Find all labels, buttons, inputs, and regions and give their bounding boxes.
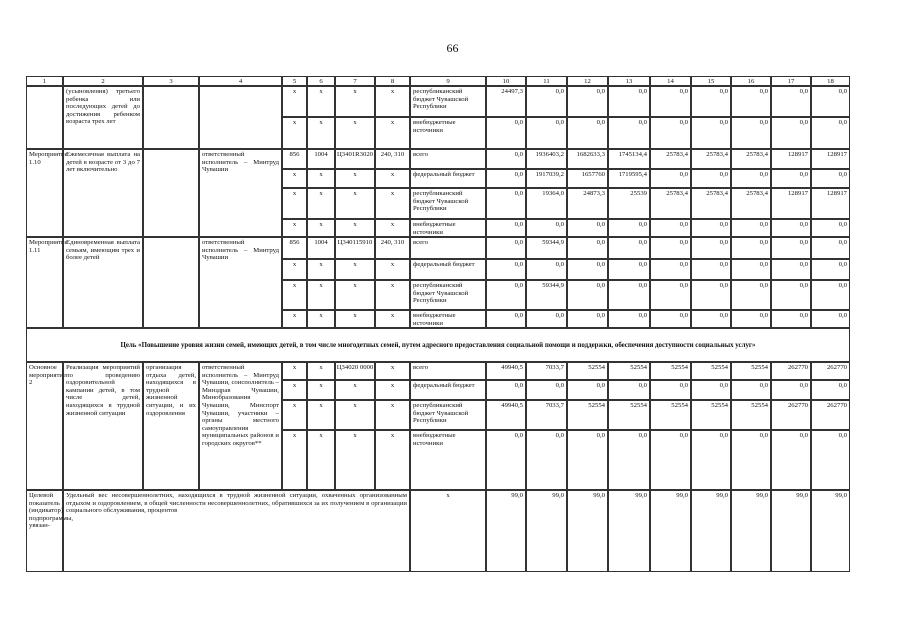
target-indicator-text: Удельный вес несовершеннолетних, находящихся в трудной жизненной ситуации, охваченных организованным отдыхом и оздоровлением, в общей численности несовершеннолетних, обратившихся за их получением в организации социального обслуживания, процентов — [63, 490, 410, 572]
funding-source: республиканский бюджет Чувашской Республики — [410, 280, 486, 310]
funding-source: республиканский бюджет Чувашской Республики — [410, 400, 486, 430]
section-code: x — [307, 430, 335, 490]
event-name-cell: Ежемесячная выплата на детей в возрасте от 3 до 7 лет включительно — [63, 149, 143, 237]
year-amount: 0,0 — [486, 117, 526, 149]
expense-type-code: x — [375, 259, 410, 280]
expense-type-code: x — [375, 169, 410, 188]
target-indicator-value: 99,0 — [811, 490, 850, 572]
year-amount: 0,0 — [608, 219, 650, 237]
target-article-code: Ц34020 0000 — [335, 362, 375, 380]
funding-source: внебюджетные источники — [410, 117, 486, 149]
year-amount: 0,0 — [811, 380, 850, 400]
year-amount: 0,0 — [526, 259, 567, 280]
year-amount: 0,0 — [486, 280, 526, 310]
year-amount: 49940,5 — [486, 400, 526, 430]
year-amount: 0,0 — [731, 169, 771, 188]
year-amount: 0,0 — [567, 259, 608, 280]
year-amount: 0,0 — [691, 219, 731, 237]
expense-type-code: x — [375, 280, 410, 310]
year-amount: 7033,7 — [526, 362, 567, 380]
target-indicator-value: 99,0 — [691, 490, 731, 572]
year-amount: 0,0 — [486, 380, 526, 400]
expense-type-code: x — [375, 188, 410, 219]
year-amount: 1936403,2 — [526, 149, 567, 169]
target-indicator-value: 99,0 — [608, 490, 650, 572]
year-amount: 0,0 — [608, 117, 650, 149]
year-amount: 262770 — [811, 362, 850, 380]
target-indicator-label: Целевой показатель (индикатор) подпрограммы, увязан- — [26, 490, 63, 572]
year-amount: 128917 — [771, 188, 811, 219]
year-amount: 128917 — [811, 149, 850, 169]
task-cell — [143, 149, 199, 237]
event-name-cell: Реализация мероприятий по проведению оздоровительной кампании детей, в том числе детей, находящихся в трудной жизненной ситуации — [63, 362, 143, 490]
year-amount: 0,0 — [691, 117, 731, 149]
funding-source: внебюджетные источники — [410, 310, 486, 328]
year-amount: 0,0 — [691, 237, 731, 259]
column-header-14: 14 — [650, 76, 691, 86]
year-amount: 0,0 — [731, 237, 771, 259]
column-header-5: 5 — [282, 76, 307, 86]
column-header-15: 15 — [691, 76, 731, 86]
grbs-code: x — [282, 188, 307, 219]
target-article-code: x — [335, 430, 375, 490]
year-amount: 52554 — [608, 362, 650, 380]
year-amount: 0,0 — [811, 169, 850, 188]
year-amount: 0,0 — [650, 117, 691, 149]
year-amount: 0,0 — [650, 380, 691, 400]
year-amount: 0,0 — [526, 380, 567, 400]
year-amount: 0,0 — [567, 310, 608, 328]
task-cell — [143, 86, 199, 149]
column-header-3: 3 — [143, 76, 199, 86]
expense-type-code: 240, 310 — [375, 237, 410, 259]
responsible-cell: ответственный исполнитель – Минтруд Чувашии — [199, 149, 282, 237]
column-header-4: 4 — [199, 76, 282, 86]
year-amount: 0,0 — [731, 280, 771, 310]
section-code: x — [307, 86, 335, 117]
year-amount: 59344,9 — [526, 237, 567, 259]
goal-heading: Цель «Повышение уровня жизни семей, имеющих детей, в том числе многодетных семей, путем адресного предоставления социальной помощи и поддержки, обеспечения доступности социальных услуг» — [26, 328, 850, 362]
grbs-code: x — [282, 169, 307, 188]
year-amount: 262770 — [771, 362, 811, 380]
section-code: x — [307, 280, 335, 310]
year-amount: 0,0 — [526, 117, 567, 149]
grbs-code: x — [282, 362, 307, 380]
grbs-code: 856 — [282, 149, 307, 169]
target-article-code: x — [335, 259, 375, 280]
year-amount: 0,0 — [567, 380, 608, 400]
task-cell: организация отдыха детей, находящихся в трудной жизненной ситуации, и их оздоровления — [143, 362, 199, 490]
year-amount: 0,0 — [486, 430, 526, 490]
year-amount: 24873,3 — [567, 188, 608, 219]
target-article-code: x — [335, 86, 375, 117]
funding-source: внебюджетные источники — [410, 219, 486, 237]
year-amount: 0,0 — [486, 310, 526, 328]
year-amount: 0,0 — [771, 259, 811, 280]
row-type-cell — [26, 86, 63, 149]
year-amount: 0,0 — [650, 430, 691, 490]
year-amount: 0,0 — [486, 188, 526, 219]
year-amount: 52554 — [650, 400, 691, 430]
year-amount: 7033,7 — [526, 400, 567, 430]
section-code: 1004 — [307, 237, 335, 259]
column-header-7: 7 — [335, 76, 375, 86]
year-amount: 0,0 — [731, 380, 771, 400]
funding-source: федеральный бюджет — [410, 259, 486, 280]
year-amount: 0,0 — [731, 86, 771, 117]
year-amount: 52554 — [567, 362, 608, 380]
year-amount: 0,0 — [608, 380, 650, 400]
year-amount: 25539 — [608, 188, 650, 219]
year-amount: 0,0 — [526, 310, 567, 328]
year-amount: 0,0 — [811, 310, 850, 328]
year-amount: 24497,3 — [486, 86, 526, 117]
year-amount: 0,0 — [526, 219, 567, 237]
year-amount: 0,0 — [771, 310, 811, 328]
year-amount: 0,0 — [771, 430, 811, 490]
year-amount: 128917 — [811, 188, 850, 219]
year-amount: 0,0 — [811, 219, 850, 237]
section-code: x — [307, 259, 335, 280]
year-amount: 0,0 — [526, 430, 567, 490]
column-header-13: 13 — [608, 76, 650, 86]
year-amount: 0,0 — [486, 169, 526, 188]
target-indicator-value: 99,0 — [567, 490, 608, 572]
expense-type-code: x — [375, 430, 410, 490]
task-cell — [143, 237, 199, 328]
column-header-1: 1 — [26, 76, 63, 86]
year-amount: 0,0 — [486, 237, 526, 259]
year-amount: 52554 — [731, 362, 771, 380]
year-amount: 0,0 — [771, 219, 811, 237]
year-amount: 25783,4 — [731, 188, 771, 219]
year-amount: 52554 — [691, 400, 731, 430]
grbs-code: x — [282, 430, 307, 490]
grbs-code: x — [282, 400, 307, 430]
target-indicator-source: x — [410, 490, 486, 572]
section-code: x — [307, 310, 335, 328]
year-amount: 19364,0 — [526, 188, 567, 219]
expense-type-code: x — [375, 86, 410, 117]
year-amount: 0,0 — [650, 169, 691, 188]
target-indicator-value: 99,0 — [771, 490, 811, 572]
year-amount: 0,0 — [567, 430, 608, 490]
target-article-code: x — [335, 188, 375, 219]
funding-source: всего — [410, 149, 486, 169]
year-amount: 0,0 — [731, 219, 771, 237]
expense-type-code: 240, 310 — [375, 149, 410, 169]
column-header-12: 12 — [567, 76, 608, 86]
year-amount: 0,0 — [731, 430, 771, 490]
expense-type-code: x — [375, 380, 410, 400]
funding-source: всего — [410, 237, 486, 259]
year-amount: 0,0 — [567, 237, 608, 259]
target-article-code: x — [335, 169, 375, 188]
expense-type-code: x — [375, 117, 410, 149]
year-amount: 0,0 — [608, 86, 650, 117]
target-article-code: Ц3401R3020 — [335, 149, 375, 169]
year-amount: 1719595,4 — [608, 169, 650, 188]
funding-source: федеральный бюджет — [410, 380, 486, 400]
year-amount: 1917039,2 — [526, 169, 567, 188]
funding-source: республиканский бюджет Чувашской Республики — [410, 86, 486, 117]
year-amount: 0,0 — [650, 219, 691, 237]
year-amount: 0,0 — [731, 310, 771, 328]
year-amount: 0,0 — [567, 117, 608, 149]
target-article-code: x — [335, 219, 375, 237]
year-amount: 0,0 — [567, 219, 608, 237]
section-code: x — [307, 400, 335, 430]
year-amount: 0,0 — [526, 86, 567, 117]
grbs-code: x — [282, 117, 307, 149]
year-amount: 0,0 — [486, 149, 526, 169]
year-amount: 25783,4 — [650, 149, 691, 169]
page-number: 66 — [446, 41, 459, 55]
year-amount: 0,0 — [811, 237, 850, 259]
target-article-code: Ц340115910 — [335, 237, 375, 259]
responsible-cell: ответственный исполнитель – Минтруд Чувашии — [199, 237, 282, 328]
year-amount: 0,0 — [691, 280, 731, 310]
target-article-code: x — [335, 400, 375, 430]
section-code: x — [307, 117, 335, 149]
year-amount: 25783,4 — [691, 149, 731, 169]
funding-source: республиканский бюджет Чувашской Республики — [410, 188, 486, 219]
year-amount: 0,0 — [567, 86, 608, 117]
target-indicator-value: 99,0 — [526, 490, 567, 572]
year-amount: 0,0 — [691, 169, 731, 188]
responsible-cell — [199, 86, 282, 149]
grbs-code: x — [282, 280, 307, 310]
year-amount: 25783,4 — [691, 188, 731, 219]
year-amount: 0,0 — [650, 237, 691, 259]
year-amount: 0,0 — [608, 430, 650, 490]
year-amount: 0,0 — [691, 310, 731, 328]
year-amount: 52554 — [608, 400, 650, 430]
column-header-10: 10 — [486, 76, 526, 86]
funding-source: внебюджетные источники — [410, 430, 486, 490]
year-amount: 0,0 — [811, 86, 850, 117]
year-amount: 1657760 — [567, 169, 608, 188]
expense-type-code: x — [375, 362, 410, 380]
expense-type-code: x — [375, 219, 410, 237]
year-amount: 128917 — [771, 149, 811, 169]
section-code: x — [307, 362, 335, 380]
year-amount: 0,0 — [811, 280, 850, 310]
funding-source: федеральный бюджет — [410, 169, 486, 188]
target-article-code: x — [335, 310, 375, 328]
target-indicator-value: 99,0 — [486, 490, 526, 572]
year-amount: 0,0 — [731, 117, 771, 149]
funding-source: всего — [410, 362, 486, 380]
target-indicator-value: 99,0 — [650, 490, 691, 572]
year-amount: 0,0 — [486, 259, 526, 280]
year-amount: 0,0 — [608, 237, 650, 259]
grbs-code: x — [282, 380, 307, 400]
year-amount: 0,0 — [811, 117, 850, 149]
year-amount: 52554 — [567, 400, 608, 430]
year-amount: 1745134,4 — [608, 149, 650, 169]
year-amount: 0,0 — [771, 169, 811, 188]
year-amount: 0,0 — [650, 280, 691, 310]
column-header-16: 16 — [731, 76, 771, 86]
year-amount: 262770 — [811, 400, 850, 430]
section-code: 1004 — [307, 149, 335, 169]
year-amount: 0,0 — [486, 219, 526, 237]
section-code: x — [307, 219, 335, 237]
year-amount: 0,0 — [608, 310, 650, 328]
year-amount: 52554 — [731, 400, 771, 430]
section-code: x — [307, 188, 335, 219]
column-header-11: 11 — [526, 76, 567, 86]
event-name-cell: Единовременная выплата семьям, имеющим трех и более детей — [63, 237, 143, 328]
expense-type-code: x — [375, 400, 410, 430]
year-amount: 0,0 — [650, 259, 691, 280]
year-amount: 52554 — [691, 362, 731, 380]
grbs-code: x — [282, 259, 307, 280]
year-amount: 49940,5 — [486, 362, 526, 380]
year-amount: 0,0 — [771, 117, 811, 149]
column-header-17: 17 — [771, 76, 811, 86]
year-amount: 0,0 — [731, 259, 771, 280]
event-type-label: Мероприятие 1.11 — [26, 237, 63, 328]
year-amount: 0,0 — [691, 430, 731, 490]
year-amount: 0,0 — [771, 237, 811, 259]
expense-type-code: x — [375, 310, 410, 328]
year-amount: 0,0 — [650, 310, 691, 328]
year-amount: 0,0 — [567, 280, 608, 310]
year-amount: 0,0 — [691, 259, 731, 280]
section-code: x — [307, 169, 335, 188]
year-amount: 0,0 — [650, 86, 691, 117]
grbs-code: x — [282, 310, 307, 328]
year-amount: 262770 — [771, 400, 811, 430]
year-amount: 0,0 — [691, 86, 731, 117]
column-header-2: 2 — [63, 76, 143, 86]
year-amount: 59344,9 — [526, 280, 567, 310]
year-amount: 0,0 — [771, 86, 811, 117]
event-type-label: Мероприятие 1.10 — [26, 149, 63, 237]
year-amount: 1682633,3 — [567, 149, 608, 169]
target-indicator-value: 99,0 — [731, 490, 771, 572]
column-header-8: 8 — [375, 76, 410, 86]
target-article-code: x — [335, 380, 375, 400]
responsible-cell: ответственный исполнитель – Минтруд Чувашии, соисполнитель – Минздрав Чувашии, Минобразования Чувашии, Минспорт Чувашии, участники – органы местного самоуправления муниципальных районов и городских округов** — [199, 362, 282, 490]
section-code: x — [307, 380, 335, 400]
column-header-6: 6 — [307, 76, 335, 86]
year-amount: 0,0 — [608, 280, 650, 310]
grbs-code: 856 — [282, 237, 307, 259]
event-type-label: Основное мероприятие 2 — [26, 362, 63, 490]
target-article-code: x — [335, 117, 375, 149]
column-header-9: 9 — [410, 76, 486, 86]
target-article-code: x — [335, 280, 375, 310]
year-amount: 0,0 — [771, 280, 811, 310]
year-amount: 25783,4 — [650, 188, 691, 219]
year-amount: 0,0 — [608, 259, 650, 280]
year-amount: 0,0 — [771, 380, 811, 400]
grbs-code: x — [282, 86, 307, 117]
event-name-cell: (усыновления) третьего ребенка или последующих детей до достижения ребенком возраста трех лет — [63, 86, 143, 149]
grbs-code: x — [282, 219, 307, 237]
year-amount: 0,0 — [811, 430, 850, 490]
year-amount: 0,0 — [691, 380, 731, 400]
year-amount: 25783,4 — [731, 149, 771, 169]
year-amount: 52554 — [650, 362, 691, 380]
column-header-18: 18 — [811, 76, 850, 86]
year-amount: 0,0 — [811, 259, 850, 280]
